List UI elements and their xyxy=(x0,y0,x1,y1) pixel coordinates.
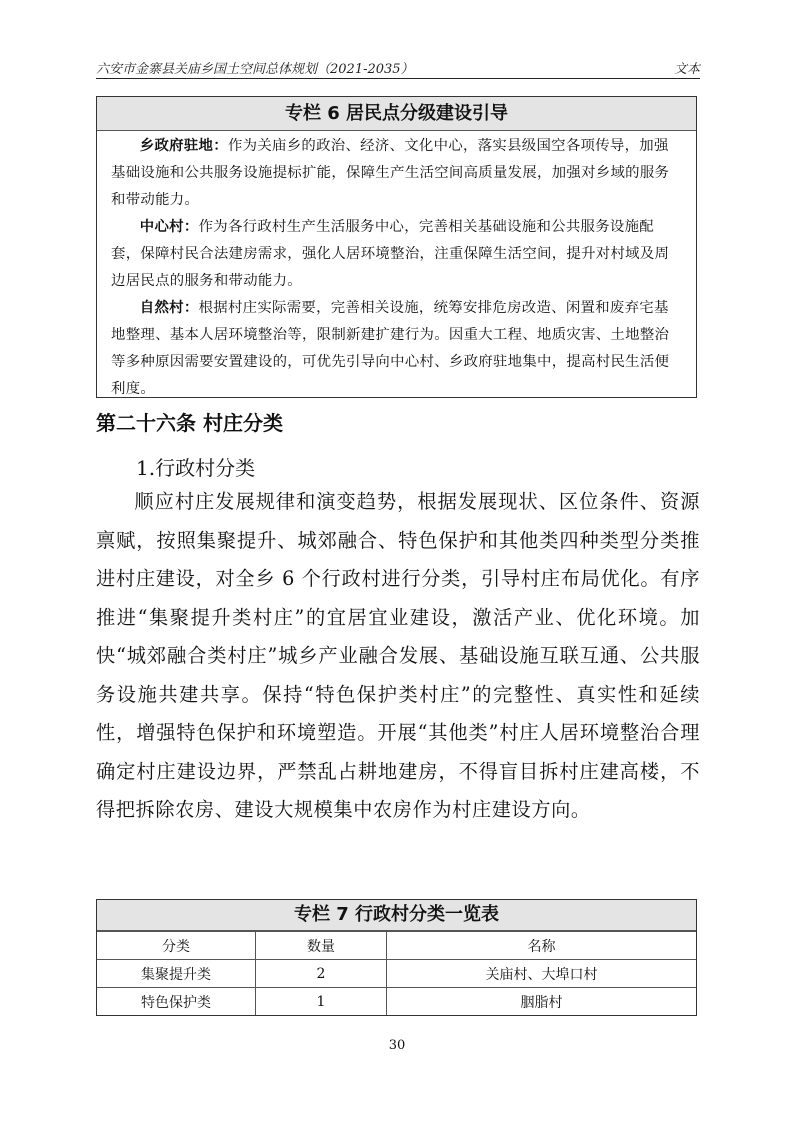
column-box-6 xyxy=(96,96,697,398)
column-box-7-title: 专栏 7 行政村分类一览表 xyxy=(97,900,696,931)
guidance-label: 乡政府驻地： xyxy=(139,138,228,154)
header-divider xyxy=(96,78,700,79)
guidance-central-village xyxy=(111,214,682,295)
table-row xyxy=(97,988,696,1016)
document-title: 六安市金寨县关庙乡国土空间总体规划（2021-2035） xyxy=(96,62,414,77)
table-header-cell: 名称 xyxy=(387,932,697,960)
village-classification-table xyxy=(97,931,696,1015)
page-header xyxy=(96,58,700,78)
table-row xyxy=(97,960,696,988)
column-box-7 xyxy=(96,899,697,1016)
guidance-township-seat xyxy=(111,133,682,214)
table-header-row xyxy=(97,932,696,960)
table-cell: 1 xyxy=(256,988,387,1016)
guidance-text: 根据村庄实际需要，完善相关设施，统筹安排危房改造、闲置和废弃宅基地整理、基本人居环境整治等，限制新建扩建行为。因重大工程、地质灾害、土地整治等多种原因需要安置建设的，可优先引导向中心村、乡政府驻地集中，提高村民生活便利度。 xyxy=(111,300,670,397)
guidance-text: 作为关庙乡的政治、经济、文化中心，落实县级国空各项传导，加强基础设施和公共服务设施提标扩能，保障生产生活空间高质量发展，加强对乡域的服务和带动能力。 xyxy=(111,138,670,208)
table-cell: 2 xyxy=(256,960,387,988)
guidance-label: 自然村： xyxy=(139,300,199,316)
section-subheading: 1.行政村分类 xyxy=(136,456,256,480)
table-cell: 特色保护类 xyxy=(97,988,256,1016)
section-label: 文本 xyxy=(673,62,700,77)
guidance-label: 中心村： xyxy=(139,219,199,235)
guidance-text: 作为各行政村生产生活服务中心，完善相关基础设施和公共服务设施配套，保障村民合法建房需求，强化人居环境整治，注重保障生活空间，提升对村域及周边居民点的服务和带动能力。 xyxy=(111,219,670,289)
table-cell: 集聚提升类 xyxy=(97,960,256,988)
table-cell: 胭脂村 xyxy=(387,988,697,1016)
table-header-cell: 数量 xyxy=(256,932,387,960)
table-header-cell: 分类 xyxy=(97,932,256,960)
column-box-6-title: 专栏 6 居民点分级建设引导 xyxy=(97,97,696,131)
page-number: 30 xyxy=(388,1038,406,1053)
table-cell: 关庙村、大埠口村 xyxy=(387,960,697,988)
body-paragraph: 顺应村庄发展规律和演变趋势，根据发展现状、区位条件、资源禀赋，按照集聚提升、城郊融合、特色保护和其他类四种类型分类推进村庄建设，对全乡 6 个行政村进行分类，引导村庄布局优化。有序推进“集聚提升类村庄”的宜居宜业建设，激活产业、优化环境。加快“城郊融合类村庄”城乡产业融合发展、基础设施互联互通、公共服务设施共建共享。保持“特色保护类村庄”的完整性、真实性和延续性，增强特色保护和环境塑造。开展“其他类”村庄人居环境整治合理确定村庄建设边界，严禁乱占耕地建房，不得盲目拆村庄建高楼，不得把拆除农房、建设大规模集中农房作为村庄建设方向。 xyxy=(96,490,700,821)
guidance-natural-village xyxy=(111,295,682,403)
article-heading: 第二十六条 村庄分类 xyxy=(96,411,283,435)
